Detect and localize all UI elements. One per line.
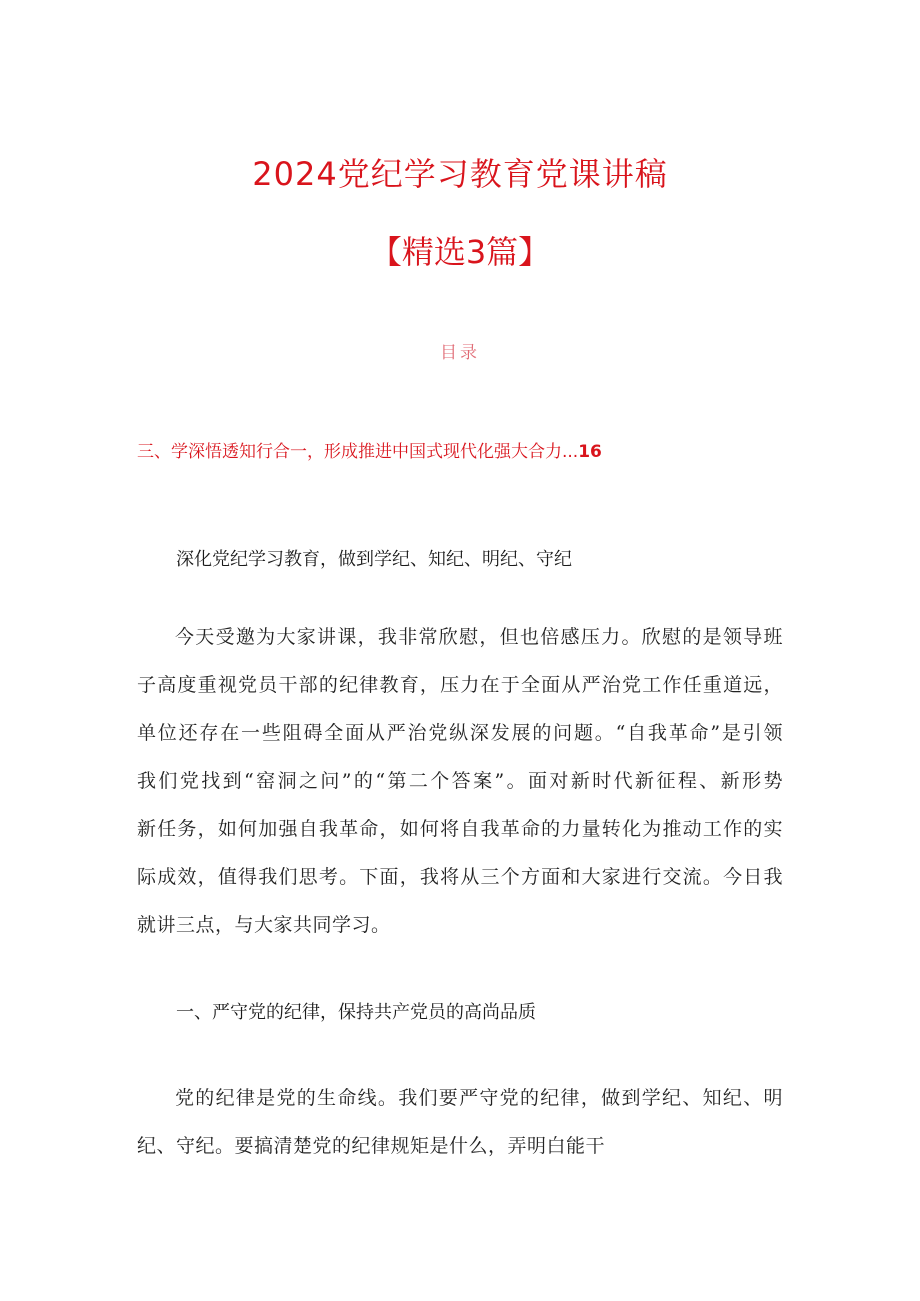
- paragraph-line: 新任务，如何加强自我革命，如何将自我革命的力量转化为推动工作的实: [137, 818, 783, 840]
- document-title: 2024党纪学习教育党课讲稿: [252, 155, 668, 193]
- toc-item-page-number: 16: [578, 442, 602, 462]
- paragraph-line: 子高度重视党员干部的纪律教育，压力在于全面从严治党工作任重道远，: [137, 674, 783, 696]
- paragraph-line: 党的纪律是党的生命线。我们要严守党的纪律，做到学纪、知纪、明: [175, 1087, 783, 1109]
- toc-heading: 目录: [440, 343, 480, 363]
- intro-paragraph: [137, 613, 783, 949]
- paragraph-line: 就讲三点，与大家共同学习。: [137, 914, 391, 936]
- toc-item-leader: ...: [562, 442, 579, 462]
- paragraph-line: 单位还存在一些阻碍全面从严治党纵深发展的问题。“自我革命”是引领: [137, 722, 783, 744]
- paragraph-line: 际成效，值得我们思考。下面，我将从三个方面和大家进行交流。今日我: [137, 866, 783, 888]
- paragraph-line: 纪、守纪。要搞清楚党的纪律规矩是什么，弄明白能干: [137, 1135, 606, 1157]
- toc-item-text: 三、学深悟透知行合一，形成推进中国式现代化强大合力: [137, 442, 562, 462]
- section-one-paragraph: [137, 1074, 783, 1170]
- document-subtitle: 【精选3篇】: [369, 233, 551, 271]
- paragraph-line: 今天受邀为大家讲课，我非常欣慰，但也倍感压力。欣慰的是领导班: [175, 626, 783, 648]
- toc-item-link[interactable]: [137, 438, 797, 466]
- section-one-heading: 一、严守党的纪律，保持共产党员的高尚品质: [176, 1002, 536, 1023]
- main-heading: 深化党纪学习教育，做到学纪、知纪、明纪、守纪: [176, 549, 572, 570]
- paragraph-line: 我们党找到“窑洞之问”的“第二个答案”。面对新时代新征程、新形势: [137, 770, 783, 792]
